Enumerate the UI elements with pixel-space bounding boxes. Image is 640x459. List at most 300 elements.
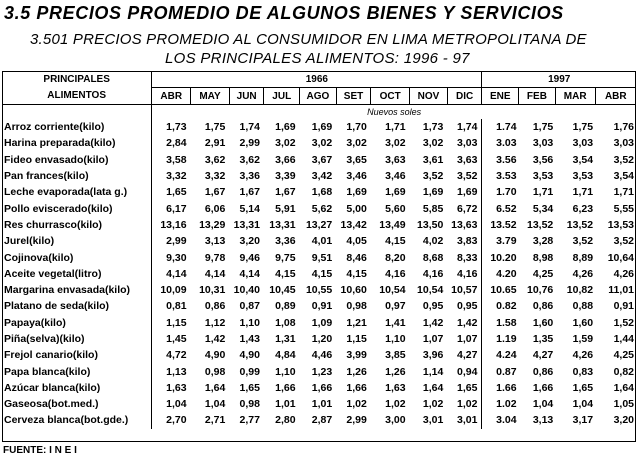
price-cell: 9,51 bbox=[311, 251, 333, 264]
price-cell: 0,86 bbox=[204, 300, 226, 313]
price-cell: 6,17 bbox=[166, 202, 187, 215]
price-cell: 3,52 bbox=[572, 235, 594, 248]
price-cell: 3,03 bbox=[532, 137, 554, 150]
price-cell: 1,02 bbox=[422, 398, 444, 411]
price-cell: 1,42 bbox=[447, 315, 482, 331]
price-cell: 8,33 bbox=[447, 249, 482, 265]
price-cell: 3.79 bbox=[496, 235, 517, 248]
year-header-1997: 1997 bbox=[482, 71, 636, 88]
price-cell: 10.65 bbox=[490, 284, 517, 297]
table-row bbox=[2, 200, 636, 216]
price-cell: 4,27 bbox=[532, 349, 554, 362]
price-cell: 1,13 bbox=[166, 365, 187, 378]
price-cell: 3,17 bbox=[572, 414, 594, 427]
price-cell: 0,88 bbox=[572, 300, 594, 313]
price-cell: 11,01 bbox=[608, 284, 634, 297]
price-table bbox=[2, 71, 636, 429]
price-cell: 1,07 bbox=[447, 331, 482, 347]
price-cell: 0,95 bbox=[422, 300, 444, 313]
table-row bbox=[2, 266, 636, 282]
price-cell: 3,62 bbox=[204, 153, 226, 166]
price-cell: 4,26 bbox=[572, 267, 594, 280]
price-cell: 0,98 bbox=[239, 398, 260, 411]
price-cell: 3,46 bbox=[385, 170, 406, 183]
price-cell: 3,03 bbox=[447, 135, 482, 151]
price-cell: 2,99 bbox=[239, 137, 260, 150]
price-cell: 0,82 bbox=[613, 365, 634, 378]
price-cell: 4,02 bbox=[422, 235, 444, 248]
price-cell: 4,14 bbox=[166, 267, 187, 280]
price-cell: 1,70 bbox=[346, 121, 367, 134]
price-cell: 3,20 bbox=[613, 414, 634, 427]
price-cell: 3,03 bbox=[572, 137, 594, 150]
price-cell: 6,23 bbox=[572, 202, 594, 215]
source-note: FUENTE: I N E I bbox=[3, 445, 77, 456]
price-cell: 1,69 bbox=[311, 121, 333, 134]
price-cell: 4,46 bbox=[311, 349, 333, 362]
price-cell: 1,69 bbox=[275, 121, 296, 134]
price-cell: 4,15 bbox=[311, 267, 333, 280]
price-cell: 3.53 bbox=[496, 170, 517, 183]
price-cell: 5,91 bbox=[275, 202, 296, 215]
price-cell: 1,67 bbox=[275, 186, 296, 199]
year-header-1966: 1966 bbox=[152, 71, 482, 88]
price-cell: 3,53 bbox=[532, 170, 554, 183]
price-cell: 10,31 bbox=[199, 284, 226, 297]
price-cell: 10,40 bbox=[233, 284, 260, 297]
price-cell: 1,66 bbox=[311, 381, 333, 394]
price-cell: 4.24 bbox=[496, 349, 517, 362]
price-cell: 8,20 bbox=[385, 251, 406, 264]
food-name: Platano de seda(kilo) bbox=[2, 298, 152, 314]
price-cell: 13,27 bbox=[305, 218, 333, 231]
price-cell: 3,63 bbox=[447, 152, 482, 168]
price-cell: 1,52 bbox=[613, 316, 634, 329]
month-header: JUN bbox=[229, 88, 264, 105]
price-cell: 1,04 bbox=[572, 398, 594, 411]
label-header-principales: PRINCIPALES bbox=[2, 71, 152, 88]
month-header: SET bbox=[336, 88, 371, 105]
price-cell: 10,54 bbox=[417, 284, 444, 297]
price-cell: 4,15 bbox=[385, 235, 406, 248]
price-cell: 4,25 bbox=[613, 349, 634, 362]
price-cell: 3,54 bbox=[572, 153, 594, 166]
month-header: MAY bbox=[191, 88, 230, 105]
price-cell: 10,55 bbox=[305, 284, 333, 297]
food-name: Harina preparada(kilo) bbox=[2, 135, 152, 151]
price-cell: 1,43 bbox=[239, 333, 260, 345]
price-cell: 4,16 bbox=[447, 266, 482, 282]
price-cell: 1,35 bbox=[532, 333, 554, 345]
food-name: Azúcar blanca(kilo) bbox=[2, 380, 152, 396]
price-cell: 1,09 bbox=[311, 316, 333, 329]
price-cell: 1,65 bbox=[166, 186, 187, 199]
food-name: Papaya(kilo) bbox=[2, 315, 152, 331]
price-cell: 1,15 bbox=[346, 333, 367, 345]
price-cell: 1,76 bbox=[613, 121, 634, 134]
food-name: Jurel(kilo) bbox=[2, 233, 152, 249]
price-cell: 10,57 bbox=[447, 282, 482, 298]
food-name: Cojinova(kilo) bbox=[2, 249, 152, 265]
price-cell: 13,53 bbox=[607, 218, 634, 231]
table-row bbox=[2, 315, 636, 331]
price-cell: 4,90 bbox=[204, 349, 226, 362]
price-cell: 1,73 bbox=[166, 121, 187, 134]
price-cell: 4,16 bbox=[385, 267, 406, 280]
price-cell: 1,71 bbox=[572, 186, 594, 199]
price-cell: 3,01 bbox=[447, 412, 482, 428]
table-row bbox=[2, 119, 636, 135]
price-cell: 1,74 bbox=[447, 119, 482, 135]
price-cell: 4,15 bbox=[346, 267, 367, 280]
food-name: Frejol canario(kilo) bbox=[2, 347, 152, 363]
price-cell: 1,63 bbox=[385, 381, 406, 394]
price-cell: 3,36 bbox=[275, 235, 296, 248]
price-cell: 4,84 bbox=[275, 349, 296, 362]
price-cell: 1,75 bbox=[532, 121, 554, 134]
price-cell: 9,30 bbox=[166, 251, 187, 264]
price-cell: 1,75 bbox=[204, 121, 226, 134]
price-cell: 1,67 bbox=[239, 186, 260, 199]
price-cell: 2,99 bbox=[346, 414, 367, 427]
price-cell: 4,01 bbox=[311, 235, 333, 248]
price-cell: 1,02 bbox=[447, 396, 482, 412]
price-cell: 1,42 bbox=[204, 333, 226, 345]
price-cell: 3,42 bbox=[311, 170, 333, 183]
price-cell: 1,45 bbox=[166, 333, 187, 345]
price-cell: 1,04 bbox=[166, 398, 187, 411]
price-cell: 1.66 bbox=[496, 381, 517, 394]
price-cell: 0,98 bbox=[204, 365, 226, 378]
month-header: MAR bbox=[555, 88, 595, 105]
price-cell: 3,56 bbox=[532, 153, 554, 166]
price-cell: 8,46 bbox=[346, 251, 367, 264]
price-cell: 1,20 bbox=[311, 333, 333, 345]
price-cell: 4,14 bbox=[204, 267, 226, 280]
price-cell: 1,63 bbox=[166, 381, 187, 394]
price-cell: 4,15 bbox=[275, 267, 296, 280]
price-cell: 1,04 bbox=[532, 398, 554, 411]
price-cell: 0.87 bbox=[496, 365, 517, 378]
price-cell: 3.03 bbox=[496, 137, 517, 150]
price-cell: 1,69 bbox=[447, 184, 482, 200]
price-cell: 1,07 bbox=[422, 333, 444, 345]
price-cell: 1,10 bbox=[275, 365, 296, 378]
price-cell: 1,26 bbox=[385, 365, 406, 378]
price-cell: 1,10 bbox=[239, 316, 260, 329]
label-header-alimentos: ALIMENTOS bbox=[2, 88, 152, 105]
price-cell: 3,52 bbox=[613, 153, 634, 166]
price-cell: 1,12 bbox=[204, 316, 226, 329]
price-cell: 10,76 bbox=[526, 284, 554, 297]
price-cell: 1,31 bbox=[275, 333, 296, 345]
price-cell: 3,52 bbox=[447, 168, 482, 184]
price-cell: 2,87 bbox=[311, 414, 333, 427]
price-cell: 13,63 bbox=[447, 217, 482, 233]
table-row bbox=[2, 249, 636, 265]
month-header: ENE bbox=[482, 88, 519, 105]
price-cell: 1,23 bbox=[311, 365, 333, 378]
price-cell: 0,91 bbox=[311, 300, 333, 313]
price-cell: 13,31 bbox=[269, 218, 296, 231]
price-cell: 3,52 bbox=[422, 170, 444, 183]
price-cell: 0,87 bbox=[239, 300, 260, 313]
price-cell: 3,02 bbox=[275, 137, 296, 150]
price-cell: 5,62 bbox=[311, 202, 333, 215]
price-cell: 1,65 bbox=[239, 381, 260, 394]
price-cell: 8,68 bbox=[422, 251, 444, 264]
price-cell: 1,01 bbox=[311, 398, 333, 411]
food-name: Cerveza blanca(bot.gde.) bbox=[2, 412, 152, 428]
price-cell: 3,67 bbox=[311, 153, 333, 166]
price-cell: 3,02 bbox=[422, 137, 444, 150]
price-cell: 8,89 bbox=[572, 251, 594, 264]
table-title: 3.501 PRECIOS PROMEDIO AL CONSUMIDOR EN LIMA METROPOLITANA DE bbox=[30, 31, 587, 48]
price-cell: 3.56 bbox=[496, 153, 517, 166]
table-row bbox=[2, 412, 636, 428]
price-cell: 0,83 bbox=[572, 365, 594, 378]
table-row bbox=[2, 135, 636, 151]
price-cell: 3,36 bbox=[239, 170, 260, 183]
price-cell: 2,71 bbox=[204, 414, 226, 427]
price-cell: 0,91 bbox=[613, 300, 634, 313]
food-name: Fideo envasado(kilo) bbox=[2, 152, 152, 168]
table-row bbox=[2, 331, 636, 347]
month-header: ABR bbox=[152, 88, 191, 105]
price-cell: 5,85 bbox=[422, 202, 444, 215]
price-cell: 10,60 bbox=[340, 284, 367, 297]
price-cell: 5,34 bbox=[532, 202, 554, 215]
month-header: NOV bbox=[410, 88, 448, 105]
price-cell: 13,42 bbox=[340, 218, 367, 231]
price-cell: 3,32 bbox=[166, 170, 187, 183]
price-cell: 1.70 bbox=[496, 186, 517, 199]
price-cell: 10,82 bbox=[566, 284, 594, 297]
price-cell: 2,91 bbox=[204, 137, 226, 150]
price-cell: 1,68 bbox=[311, 186, 333, 199]
price-cell: 1,42 bbox=[422, 316, 444, 329]
price-cell: 1,74 bbox=[239, 121, 260, 134]
month-header: AGO bbox=[300, 88, 337, 105]
section-title: 3.5 PRECIOS PROMEDIO DE ALGUNOS BIENES Y SERVICIOS bbox=[4, 3, 564, 23]
price-cell: 2,77 bbox=[239, 414, 260, 427]
price-cell: 1.02 bbox=[496, 398, 517, 411]
table-row bbox=[2, 380, 636, 396]
price-cell: 3,03 bbox=[613, 137, 634, 150]
price-cell: 1,64 bbox=[204, 381, 226, 394]
price-cell: 3,65 bbox=[346, 153, 367, 166]
price-cell: 1,02 bbox=[346, 398, 367, 411]
price-cell: 1,66 bbox=[346, 381, 367, 394]
price-cell: 1,69 bbox=[385, 186, 406, 199]
food-name: Arroz corriente(kilo) bbox=[2, 119, 152, 135]
price-cell: 0,81 bbox=[166, 300, 187, 313]
price-cell: 13,52 bbox=[566, 218, 594, 231]
price-cell: 5,55 bbox=[613, 202, 634, 215]
price-cell: 1,64 bbox=[613, 381, 634, 394]
price-cell: 0,86 bbox=[532, 300, 554, 313]
price-cell: 0,89 bbox=[275, 300, 296, 313]
price-cell: 4,25 bbox=[532, 267, 554, 280]
price-cell: 0,86 bbox=[532, 365, 554, 378]
price-cell: 1,59 bbox=[572, 333, 594, 345]
price-cell: 1,66 bbox=[275, 381, 296, 394]
price-cell: 3,58 bbox=[166, 153, 187, 166]
price-cell: 4,05 bbox=[346, 235, 367, 248]
table-subtitle: LOS PRINCIPALES ALIMENTOS: 1996 - 97 bbox=[165, 50, 470, 67]
price-cell: 3,96 bbox=[422, 349, 444, 362]
table-row bbox=[2, 184, 636, 200]
price-cell: 1,02 bbox=[385, 398, 406, 411]
price-cell: 10,45 bbox=[269, 284, 296, 297]
month-header: OCT bbox=[371, 88, 410, 105]
price-cell: 5,14 bbox=[239, 202, 260, 215]
price-cell: 4.20 bbox=[496, 267, 517, 280]
price-cell: 3,13 bbox=[532, 414, 554, 427]
price-cell: 9,46 bbox=[239, 251, 260, 264]
price-cell: 9,78 bbox=[204, 251, 226, 264]
price-cell: 3,83 bbox=[447, 233, 482, 249]
price-cell: 3,66 bbox=[275, 153, 296, 166]
price-cell: 1,60 bbox=[572, 316, 594, 329]
units-label: Nuevos soles bbox=[367, 107, 422, 117]
price-cell: 1,71 bbox=[613, 186, 634, 199]
price-cell: 3,52 bbox=[613, 235, 634, 248]
price-cell: 13,31 bbox=[233, 218, 260, 231]
price-cell: 3,02 bbox=[311, 137, 333, 150]
price-cell: 4,16 bbox=[422, 267, 444, 280]
price-cell: 6,06 bbox=[204, 202, 226, 215]
price-cell: 1,71 bbox=[385, 121, 406, 134]
month-header: JUL bbox=[264, 88, 300, 105]
food-name: Papa blanca(kilo) bbox=[2, 363, 152, 379]
price-cell: 1,75 bbox=[572, 121, 594, 134]
price-cell: 13,52 bbox=[526, 218, 554, 231]
price-cell: 4,26 bbox=[572, 349, 594, 362]
price-cell: 4,27 bbox=[447, 347, 482, 363]
table-row bbox=[2, 347, 636, 363]
price-cell: 1,67 bbox=[204, 186, 226, 199]
price-cell: 1,44 bbox=[613, 333, 634, 345]
price-cell: 5,60 bbox=[385, 202, 406, 215]
price-cell: 1,05 bbox=[613, 398, 634, 411]
table-row bbox=[2, 233, 636, 249]
price-cell: 4,90 bbox=[239, 349, 260, 362]
price-cell: 1,65 bbox=[572, 381, 594, 394]
table-row bbox=[2, 217, 636, 233]
price-cell: 1,01 bbox=[275, 398, 296, 411]
month-header: DIC bbox=[447, 88, 482, 105]
price-cell: 5,00 bbox=[346, 202, 367, 215]
price-cell: 1,69 bbox=[422, 186, 444, 199]
price-cell: 0,97 bbox=[385, 300, 406, 313]
month-header: ABR bbox=[595, 88, 636, 105]
table-row bbox=[2, 282, 636, 298]
food-name: Res churrasco(kilo) bbox=[2, 217, 152, 233]
price-cell: 0,95 bbox=[447, 298, 482, 314]
price-cell: 10.20 bbox=[490, 251, 517, 264]
price-cell: 13,29 bbox=[199, 218, 226, 231]
price-cell: 0,94 bbox=[447, 363, 482, 379]
price-cell: 1,71 bbox=[532, 186, 554, 199]
table-row bbox=[2, 396, 636, 412]
price-cell: 2,80 bbox=[275, 414, 296, 427]
price-cell: 9,75 bbox=[275, 251, 296, 264]
price-cell: 10,09 bbox=[160, 284, 187, 297]
price-cell: 1,41 bbox=[385, 316, 406, 329]
price-cell: 3,61 bbox=[422, 153, 444, 166]
price-cell: 3,02 bbox=[346, 137, 367, 150]
price-cell: 3,63 bbox=[385, 153, 406, 166]
food-name: Pollo eviscerado(kilo) bbox=[2, 200, 152, 216]
month-header: FEB bbox=[519, 88, 556, 105]
food-name: Leche evaporada(lata g.) bbox=[2, 184, 152, 200]
price-cell: 2,70 bbox=[166, 414, 187, 427]
table-row bbox=[2, 298, 636, 314]
price-cell: 3,39 bbox=[275, 170, 296, 183]
price-cell: 1,04 bbox=[204, 398, 226, 411]
price-cell: 4,14 bbox=[239, 267, 260, 280]
price-cell: 0,98 bbox=[346, 300, 367, 313]
price-cell: 4,72 bbox=[166, 349, 187, 362]
price-cell: 1,65 bbox=[447, 380, 482, 396]
price-cell: 3,20 bbox=[239, 235, 260, 248]
food-name: Piña(selva)(kilo) bbox=[2, 331, 152, 347]
price-cell: 3,13 bbox=[204, 235, 226, 248]
price-cell: 8,98 bbox=[532, 251, 554, 264]
price-cell: 1,64 bbox=[422, 381, 444, 394]
price-cell: 1,15 bbox=[166, 316, 187, 329]
food-name: Gaseosa(bot.med.) bbox=[2, 396, 152, 412]
price-cell: 2,99 bbox=[166, 235, 187, 248]
price-cell: 13.52 bbox=[490, 218, 517, 231]
price-cell: 1,10 bbox=[385, 333, 406, 345]
food-name: Aceite vegetal(litro) bbox=[2, 266, 152, 282]
price-cell: 3,28 bbox=[532, 235, 554, 248]
price-cell: 0.82 bbox=[496, 300, 517, 313]
food-name: Margarina envasada(kilo) bbox=[2, 282, 152, 298]
price-cell: 1,14 bbox=[422, 365, 444, 378]
table-row bbox=[2, 168, 636, 184]
price-cell: 3,53 bbox=[572, 170, 594, 183]
price-cell: 1.19 bbox=[496, 333, 517, 345]
price-cell: 3,46 bbox=[346, 170, 367, 183]
price-cell: 10,64 bbox=[607, 251, 634, 264]
price-cell: 2,84 bbox=[166, 137, 187, 150]
price-cell: 6,72 bbox=[447, 200, 482, 216]
price-cell: 3,85 bbox=[385, 349, 406, 362]
price-cell: 0,99 bbox=[239, 365, 260, 378]
table-row bbox=[2, 363, 636, 379]
price-cell: 1,26 bbox=[346, 365, 367, 378]
price-cell: 3,99 bbox=[346, 349, 367, 362]
price-cell: 1,73 bbox=[422, 121, 444, 134]
food-name: Pan frances(kilo) bbox=[2, 168, 152, 184]
price-cell: 1,60 bbox=[532, 316, 554, 329]
price-cell: 1.58 bbox=[496, 316, 517, 329]
price-cell: 1,08 bbox=[275, 316, 296, 329]
price-cell: 1,21 bbox=[346, 316, 367, 329]
price-cell: 13,16 bbox=[160, 218, 187, 231]
price-cell: 3,00 bbox=[385, 414, 406, 427]
price-cell: 10,54 bbox=[379, 284, 406, 297]
price-cell: 6.52 bbox=[496, 202, 517, 215]
price-cell: 1,66 bbox=[532, 381, 554, 394]
price-cell: 1.74 bbox=[496, 121, 517, 134]
price-cell: 3,02 bbox=[385, 137, 406, 150]
price-cell: 3,62 bbox=[239, 153, 260, 166]
price-cell: 4,26 bbox=[613, 267, 634, 280]
